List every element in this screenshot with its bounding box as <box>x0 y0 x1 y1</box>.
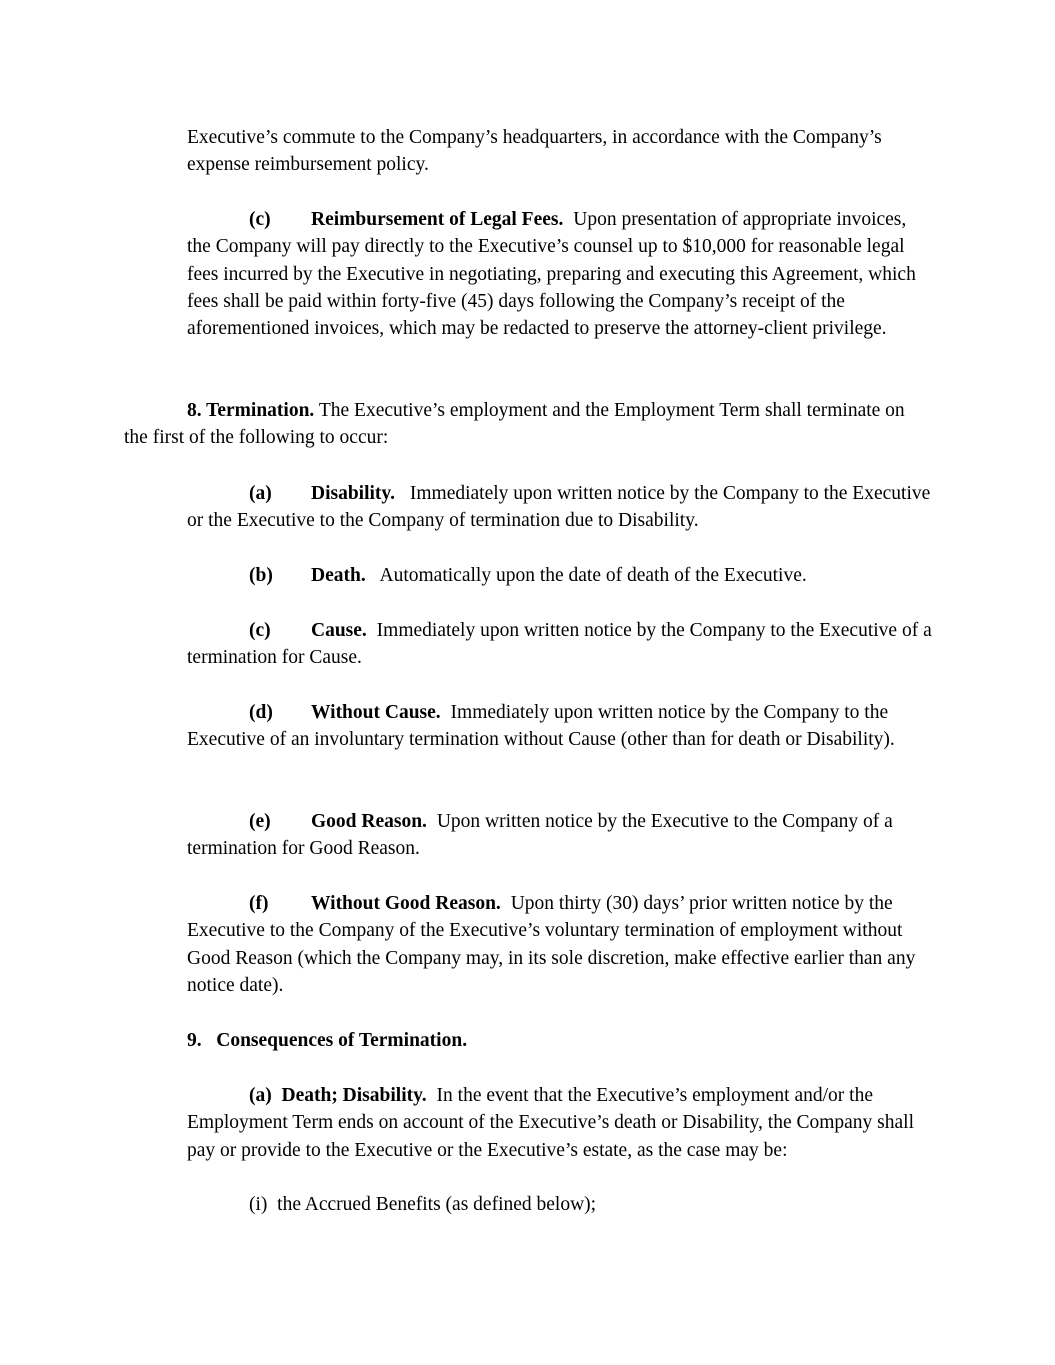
section-8a-paragraph <box>187 480 932 535</box>
section-8e-paragraph <box>187 808 932 863</box>
section-8e-text: Upon written notice by the Executive to the Company of a termination for Good Reason. <box>187 811 893 860</box>
section-8b-text: Automatically upon the date of death of the Executive. <box>379 565 807 586</box>
section-8c-text: Immediately upon written notice by the Company to the Executive of a termination for Cause. <box>187 620 932 669</box>
section-8b-label: (b) <box>249 565 273 586</box>
intro-paragraph <box>187 124 932 179</box>
section-8f-text: Upon thirty (30) days’ prior written notice by the Executive to the Company of the Executive’s voluntary termination of employment without Good Reason (which the Company may, in its sole discretion, make effective earlier than any notice date). <box>187 893 916 996</box>
section-8b-heading: Death. <box>311 565 366 586</box>
section-8a-text: Immediately upon written notice by the Company to the Executive or the Executive to the Company of termination due to Disability. <box>187 483 931 532</box>
section-8-text: The Executive’s employment and the Employment Term shall terminate on the first of the following to occur: <box>124 400 905 449</box>
section-8f-paragraph <box>187 890 932 999</box>
section-8-heading: 8. Termination. <box>187 400 315 421</box>
section-7c-text: Upon presentation of appropriate invoices, the Company will pay directly to the Executive’s counsel up to $10,000 for reasonable legal fees incurred by the Executive in negotiating, preparing and executing this Agreement, which fees shall be paid within forty-five (45) days following the Company’s receipt of the aforementioned invoices, which may be redacted to preserve the attorney-client privilege. <box>187 209 916 340</box>
section-8c-paragraph <box>187 617 932 672</box>
section-8e-label: (e) <box>249 811 271 832</box>
section-8e-heading: Good Reason. <box>311 811 427 832</box>
section-8a-heading: Disability. <box>311 483 395 504</box>
section-9-heading-paragraph <box>187 1027 932 1054</box>
section-8f-heading: Without Good Reason. <box>311 893 501 914</box>
section-8d-heading: Without Cause. <box>311 702 441 723</box>
section-8b-paragraph <box>187 562 932 589</box>
section-8-paragraph <box>124 397 932 452</box>
section-9a-item-i-text: (i) the Accrued Benefits (as defined below); <box>249 1194 597 1215</box>
section-8a-label: (a) <box>249 483 272 504</box>
section-7c-paragraph <box>187 206 932 342</box>
section-7c-label: (c) <box>249 209 271 230</box>
intro-text: Executive’s commute to the Company’s headquarters, in accordance with the Company’s expense reimbursement policy. <box>187 127 882 176</box>
section-7c-heading: Reimbursement of Legal Fees. <box>311 209 564 230</box>
section-8c-label: (c) <box>249 620 271 641</box>
section-8f-label: (f) <box>249 893 269 914</box>
section-8d-paragraph <box>187 699 932 754</box>
section-9-heading: 9. Consequences of Termination. <box>187 1030 468 1051</box>
section-8d-label: (d) <box>249 702 273 723</box>
section-9a-paragraph <box>187 1082 932 1164</box>
section-8c-heading: Cause. <box>311 620 367 641</box>
section-9a-heading: (a) Death; Disability. <box>249 1085 427 1106</box>
section-8d-text: Immediately upon written notice by the Company to the Executive of an involuntary termination without Cause (other than for death or Disability). <box>187 702 895 751</box>
section-9a-item-i <box>187 1191 932 1218</box>
section-9a-text: In the event that the Executive’s employment and/or the Employment Term ends on account of the Executive’s death or Disability, the Company shall pay or provide to the Executive or the Executive’s estate, as the case may be: <box>187 1085 915 1161</box>
